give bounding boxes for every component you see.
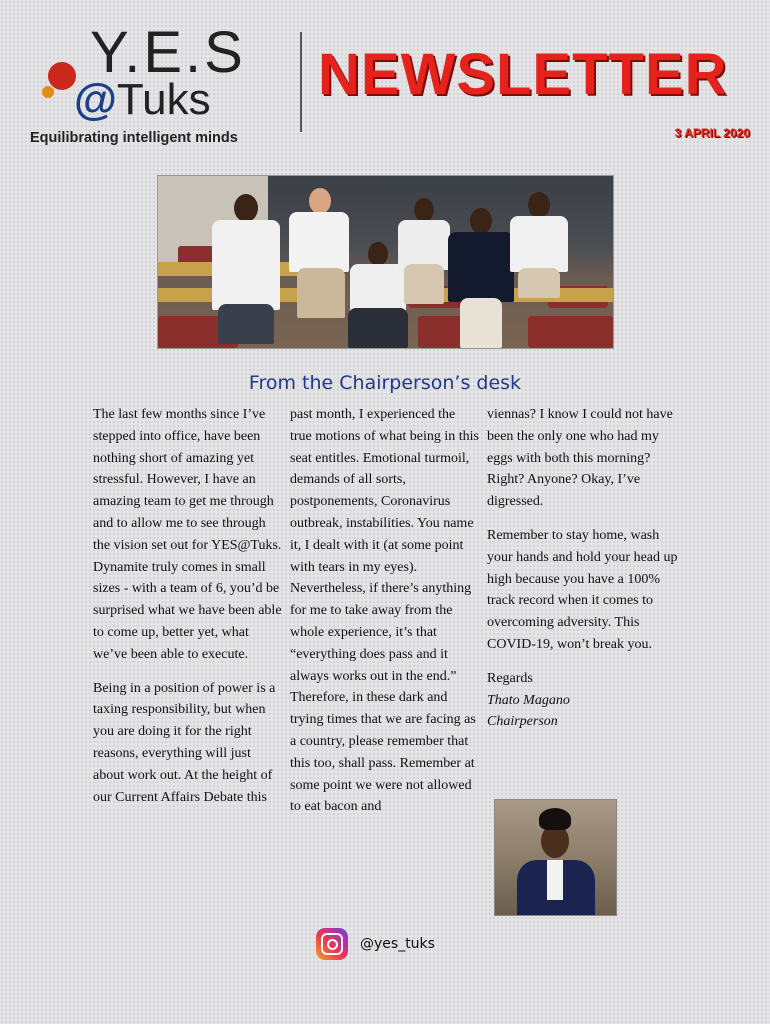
logo-red-dot (48, 62, 76, 90)
instagram-handle[interactable]: @yes_tuks (360, 936, 435, 952)
logo-tuks-word: Tuks (116, 75, 211, 124)
tagline: Equilibrating intelligent minds (30, 130, 238, 146)
team-photo (157, 175, 614, 349)
paragraph: viennas? I know I could not have been the only one who had my eggs with both this morning? Right? Anyone? Okay, I’ve digressed. (487, 407, 673, 510)
photo-seat (528, 316, 613, 348)
social-footer (316, 928, 435, 960)
header-divider (300, 32, 302, 132)
logo-orange-dot (42, 86, 54, 98)
article-heading: From the Chairperson’s desk (248, 372, 522, 394)
paragraph: The last few months since I’ve stepped into office, have been nothing short of amazing yet stressful. However, I have an amazing team to get me through and to allow me to see through the vision set out for YES@Tuks. Dynamite truly comes in small sizes - with a team of 6, you’d be surprised what we have been able to come up, better yet, what we’ve been able to execute. (93, 407, 282, 662)
instagram-icon[interactable] (316, 928, 348, 960)
logo-at-sign: @ (74, 75, 117, 124)
paragraph: Remember to stay home, wash your hands and hold your head up high because you have a 100% track record when it comes to overcoming adversity. This COVID-19, won’t break you. (487, 527, 678, 652)
regards-text: Regards (487, 670, 533, 686)
signature-name: Thato Magano (487, 692, 570, 708)
logo-tuks-text (74, 72, 211, 128)
chairperson-portrait (494, 799, 617, 916)
issue-date: 3 APRIL 2020 (674, 126, 750, 140)
article-column-2 (290, 404, 480, 818)
yes-tuks-logo (30, 20, 300, 160)
article-column-3 (487, 404, 682, 733)
article-column-1 (93, 404, 285, 808)
paragraph: Being in a position of power is a taxing responsibility, but when you are doing it for the right reasons, everything will just about work out. At the height of our Current Affairs Debate this (93, 680, 276, 805)
paragraph: past month, I experienced the true motions of what being in this seat entitles. Emotional turmoil, demands of all sorts, postponements, Coronavirus outbreak, instabilities. You name it, I dealt with it (at some point with tears in my eyes). Nevertheless, if there’s anything for me to take away from the whole experience, it’s that “everything does pass and it always works out in the end.” Therefore, in these dark and trying times that we are facing as a country, please remember that this too, shall pass. Remember at some point we were not allowed to eat bacon and (290, 407, 479, 815)
newsletter-title: NEWSLETTER (318, 42, 728, 107)
logo-yes-text: Y.E.S (90, 20, 246, 85)
signature-role: Chairperson (487, 714, 558, 730)
